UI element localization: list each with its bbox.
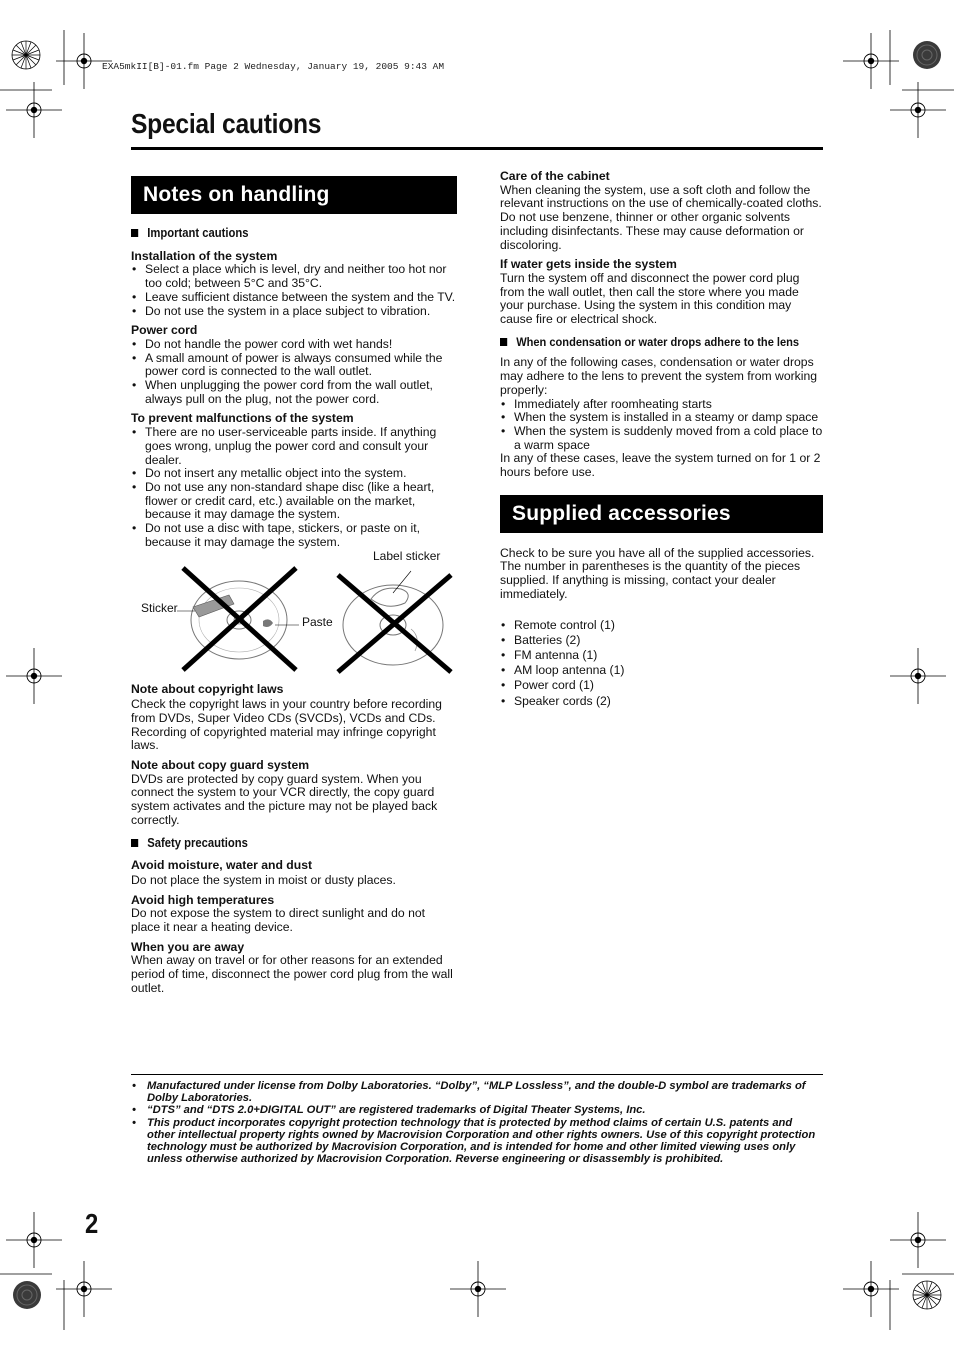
list-item: • Batteries (2) [500, 633, 823, 648]
page-title: Special cautions [131, 108, 322, 139]
power-cord-list [131, 338, 457, 407]
installation-heading: Installation of the system [131, 248, 278, 263]
condensation-outro: In any of these cases, leave the system turned on for 1 or 2 hours before use. [500, 451, 821, 480]
left-column [131, 176, 457, 996]
footnote-item: • Manufactured under license from Dolby Laboratories. “Dolby”, “MLP Lossless”, and the double-D symbol are trademarks of Dolby Laboratories. [131, 1080, 821, 1104]
safety-precautions-heading: Safety precautions [131, 837, 424, 851]
square-bullet-icon [500, 338, 507, 346]
water-heading: If water gets inside the system [500, 257, 677, 272]
cabinet-text: When cleaning the system, use a soft cloth and follow the relevant instructions on the use of chemically-coated cloths. Do not use benzene, thinner or other organic solvents including disinfectants. These may cause deformation or discoloring. [500, 182, 822, 252]
malfunctions-list [131, 426, 457, 549]
title-rule [131, 147, 823, 150]
list-item: • Select a place which is level, dry and neither too hot nor too cold; between 5°C and 35°C. [131, 263, 457, 290]
sticker-label: Sticker [141, 601, 178, 616]
moisture-text: Do not place the system in moist or dusty places. [131, 872, 396, 887]
list-item: • Speaker cords (2) [500, 694, 823, 709]
notes-on-handling-banner: Notes on handling [131, 176, 457, 214]
temperature-heading: Avoid high temperatures [131, 892, 275, 907]
accessories-list [500, 618, 823, 709]
list-item: • AM loop antenna (1) [500, 663, 823, 678]
power-cord-heading: Power cord [131, 323, 198, 338]
paste-label: Paste [302, 615, 333, 630]
condensation-intro: In any of the following cases, condensation or water drops may adhere to the lens to prevent the system from working properly: [500, 355, 818, 397]
list-item: • Do not use any non-standard shape disc (like a heart, flower or credit card, etc.) available on the market, because it may damage the system. [131, 481, 457, 522]
condensation-heading: When condensation or water drops adhere to the lens [500, 336, 791, 350]
list-item: • Do not use the system in a place subject to vibration. [131, 305, 457, 319]
moisture-heading: Avoid moisture, water and dust [131, 858, 313, 873]
label-sticker-label: Label sticker [373, 549, 441, 564]
accessories-note: The number in parentheses is the quantity of the pieces supplied. If anything is missing, contact your dealer immediately. [500, 559, 801, 601]
list-item: • Power cord (1) [500, 678, 823, 693]
supplied-accessories-banner: Supplied accessories [500, 495, 823, 533]
square-bullet-icon [131, 229, 138, 237]
cabinet-heading: Care of the cabinet [500, 169, 610, 183]
disc-warning-figure [131, 549, 457, 683]
page-number: 2 [85, 1208, 99, 1239]
list-item: • FM antenna (1) [500, 648, 823, 663]
copyright-heading: Note about copyright laws [131, 682, 284, 697]
list-item: • Do not use a disc with tape, stickers, or paste on it, because it may damage the system. [131, 522, 457, 549]
copyright-text: Check the copyright laws in your country before recording from DVDs, Super Video CDs (SVCDs), VCDs and CDs. Recording of copyrighted material may infringe copyright laws. [131, 697, 442, 753]
file-meta-header: EXA5mkII[B]-01.fm Page 2 Wednesday, January 19, 2005 9:43 AM [102, 61, 445, 72]
malfunctions-heading: To prevent malfunctions of the system [131, 411, 354, 426]
footnote-item: • This product incorporates copyright protection technology that is protected by method claims of certain U.S. patents and other intellectual property rights owned by Macrovision Corporation and other rights owners. Use of this copyright protection technology must be authorized by Macrovision Corporation, and is intended for home and other limited viewing uses only unless otherwise authorized by Macrovision Corporation. Reverse engineering or disassembly is prohibited. [131, 1117, 821, 1166]
list-item: • Immediately after roomheating starts [500, 398, 823, 412]
list-item: • There are no user-serviceable parts inside. If anything goes wrong, unplug the power cord and consult your dealer. [131, 426, 457, 467]
installation-list [131, 263, 457, 318]
right-column [500, 170, 823, 709]
accessories-intro: Check to be sure you have all of the supplied accessories. [500, 545, 815, 560]
list-item: • When unplugging the power cord from the wall outlet, always pull on the plug, not the power cord. [131, 379, 457, 406]
temperature-text: Do not expose the system to direct sunlight and do not place it near a heating device. [131, 906, 426, 935]
list-item: • Remote control (1) [500, 618, 823, 633]
list-item: • Do not insert any metallic object into the system. [131, 467, 457, 481]
disc-illustration [131, 557, 457, 683]
copy-guard-heading: Note about copy guard system [131, 757, 310, 772]
list-item: • When the system is suddenly moved from a cold place to a warm space [500, 425, 823, 452]
copy-guard-text: DVDs are protected by copy guard system. When you connect the system to your VCR directly, the copy guard system activates and the picture may not be played back correctly. [131, 771, 438, 827]
footnote-item: • “DTS” and “DTS 2.0+DIGITAL OUT” are registered trademarks of Digital Theater Systems, Inc. [131, 1104, 821, 1116]
square-bullet-icon [131, 839, 138, 847]
list-item: • Leave sufficient distance between the system and the TV. [131, 291, 457, 305]
list-item: • Do not handle the power cord with wet hands! [131, 338, 457, 352]
footnote-rule [131, 1074, 823, 1075]
important-cautions-heading: Important cautions [131, 227, 424, 241]
list-item: • When the system is installed in a steamy or damp space [500, 411, 823, 425]
list-item: • A small amount of power is always consumed while the power cord is connected to the wall outlet. [131, 352, 457, 379]
water-text: Turn the system off and disconnect the power cord plug from the wall outlet, then call the store where you made your purchase. Using the system in this condition may cause fire or electrical shock. [500, 270, 800, 327]
away-text: When away on travel or for other reasons for an extended period of time, disconnect the power cord plug from the wall outlet. [131, 953, 453, 995]
trademark-footnotes [131, 1080, 821, 1165]
condensation-list [500, 398, 823, 453]
away-heading: When you are away [131, 939, 245, 954]
